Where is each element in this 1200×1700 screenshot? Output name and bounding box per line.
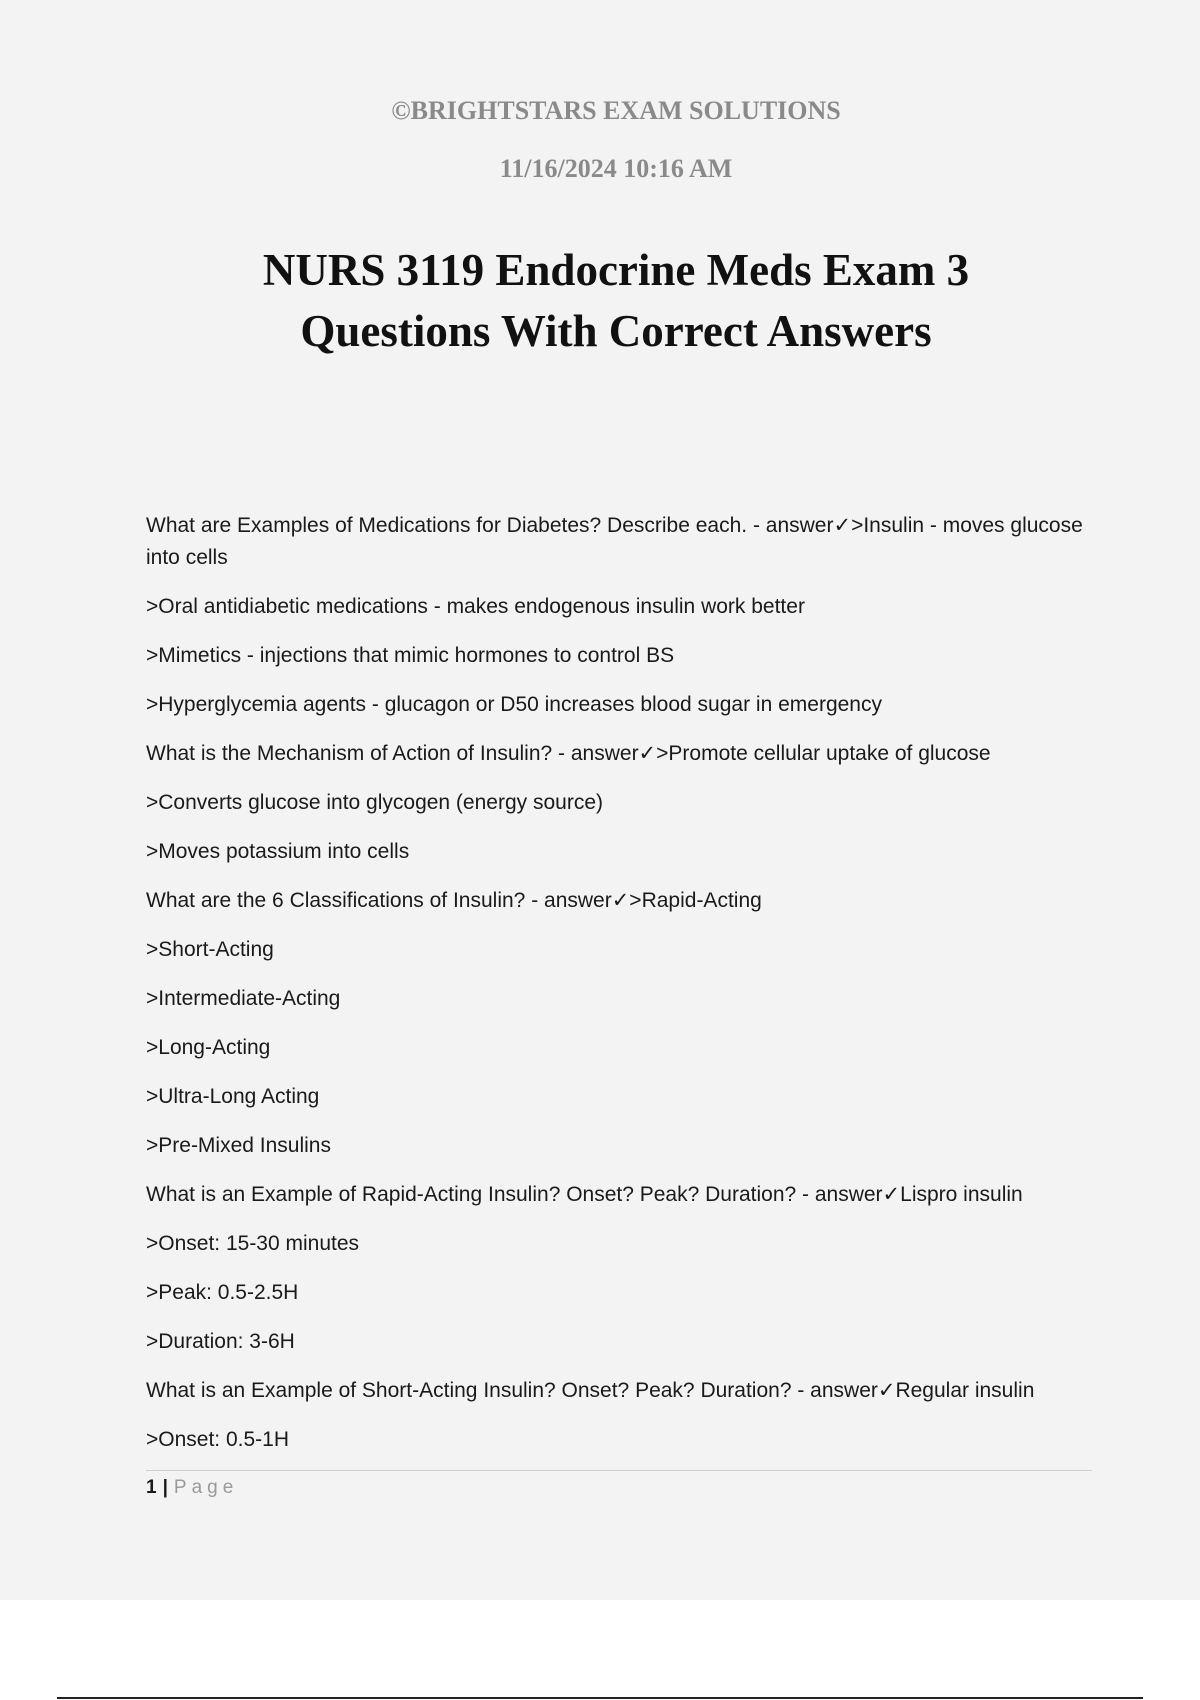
question-line: What is an Example of Short-Acting Insulin? Onset? Peak? Duration? - answer✓Regular insulin xyxy=(146,1379,1035,1402)
answer-line: >Intermediate-Acting xyxy=(146,987,341,1010)
page-number: 1 xyxy=(146,1477,157,1498)
next-page-top-rule xyxy=(57,1697,1143,1699)
answer-line: >Peak: 0.5-2.5H xyxy=(146,1281,299,1304)
answer-line: >Converts glucose into glycogen (energy source) xyxy=(146,791,603,814)
question-line: What are Examples of Medications for Diabetes? Describe each. - answer✓>Insulin - moves glucose into cells xyxy=(146,514,1083,569)
question-line: What are the 6 Classifications of Insulin? - answer✓>Rapid-Acting xyxy=(146,889,762,912)
answer-line: >Ultra-Long Acting xyxy=(146,1085,320,1108)
answer-line: >Mimetics - injections that mimic hormones to control BS xyxy=(146,644,675,667)
question-line: What is the Mechanism of Action of Insulin? - answer✓>Promote cellular uptake of glucose xyxy=(146,742,991,765)
footer-divider xyxy=(146,1470,1092,1471)
answer-line: >Long-Acting xyxy=(146,1036,271,1059)
title-line-1: NURS 3119 Endocrine Meds Exam 3 xyxy=(262,245,970,295)
title-line-2: Questions With Correct Answers xyxy=(300,306,932,356)
header-datetime: 11/16/2024 10:16 AM xyxy=(499,154,733,183)
answer-line: >Onset: 15-30 minutes xyxy=(146,1232,360,1255)
answer-line: >Oral antidiabetic medications - makes endogenous insulin work better xyxy=(146,595,805,618)
footer-separator: | xyxy=(162,1477,168,1498)
page-label: Page xyxy=(173,1477,239,1498)
document-title xyxy=(0,240,1200,362)
answer-line: >Onset: 0.5-1H xyxy=(146,1428,289,1451)
answer-line: >Duration: 3-6H xyxy=(146,1330,295,1353)
answer-line: >Hyperglycemia agents - glucagon or D50 increases blood sugar in emergency xyxy=(146,693,882,716)
qa-content xyxy=(146,510,1086,1456)
answer-line: >Moves potassium into cells xyxy=(146,840,410,863)
answer-line: >Short-Acting xyxy=(146,938,274,961)
answer-line: >Pre-Mixed Insulins xyxy=(146,1134,331,1157)
page-footer xyxy=(146,1476,238,1500)
question-line: What is an Example of Rapid-Acting Insulin? Onset? Peak? Duration? - answer✓Lispro insulin xyxy=(146,1183,1023,1206)
header-brand: ©BRIGHTSTARS EXAM SOLUTIONS xyxy=(391,96,841,125)
